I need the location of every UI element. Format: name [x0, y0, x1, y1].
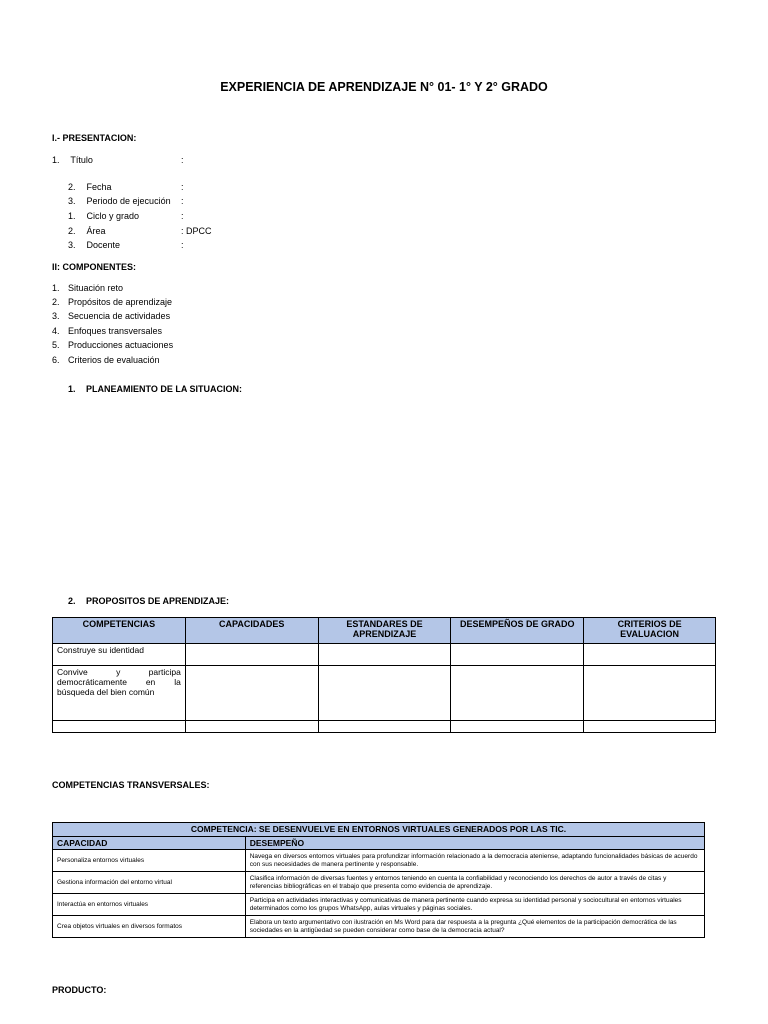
transversales-heading: COMPETENCIAS TRANSVERSALES:: [52, 780, 210, 790]
componentes-item: [52, 297, 172, 307]
item-label: Título: [70, 155, 93, 165]
presentacion-item-ciclo: [68, 211, 139, 221]
item-label: Fecha: [86, 182, 112, 192]
item-number: 6.: [52, 355, 60, 365]
table-cell: [318, 721, 451, 733]
table-row: [53, 666, 716, 721]
item-label: Área: [86, 226, 106, 236]
propositos-heading: [68, 596, 229, 606]
item-label: Docente: [86, 240, 121, 250]
item-value: :: [181, 240, 184, 250]
item-label: Criterios de evaluación: [68, 355, 160, 365]
table-row: [53, 850, 705, 872]
table-header-row: [53, 836, 705, 850]
column-header: CAPACIDAD: [53, 836, 246, 850]
item-label: Periodo de ejecución: [86, 196, 171, 206]
item-number: 3.: [52, 311, 60, 321]
table-cell: [318, 644, 451, 666]
table-cell: Convive y participa democráticamente en la búsqueda del bien común: [53, 666, 186, 721]
capacidad-cell: Gestiona información del entorno virtual: [53, 872, 246, 894]
item-number: 3.: [68, 240, 76, 250]
presentacion-item-titulo: [52, 155, 93, 165]
componentes-heading: II: COMPONENTES:: [52, 262, 137, 272]
table-cell: [451, 721, 584, 733]
table-cell: [584, 666, 716, 721]
planeamiento-heading: [68, 384, 242, 394]
column-header: CRITERIOS DE EVALUACION: [584, 618, 716, 644]
column-header: DESEMPEÑO: [245, 836, 704, 850]
componentes-item: [52, 311, 170, 321]
desempeno-cell: Elabora un texto argumentativo con ilustración en Ms Word para dar respuesta a la pregunta ¿Qué elementos de la participación democrática de las sociedades en la antigüedad se pueden considerar como base de la democracia actual?: [245, 916, 704, 938]
section-label: PROPOSITOS DE APRENDIZAJE:: [86, 596, 230, 606]
table-title: COMPETENCIA: SE DESENVUELVE EN ENTORNOS VIRTUALES GENERADOS POR LAS TIC.: [53, 823, 705, 837]
table-row: [53, 872, 705, 894]
item-number: 1.: [68, 211, 76, 221]
presentacion-item-fecha: [68, 182, 112, 192]
desempeno-cell: Clasifica información de diversas fuentes y entornos teniendo en cuenta la confiabilidad y reconociendo los derechos de autor a través de citas y referencias bibliográficas en el trabajo que presenta como evidencia de aprendizaje.: [245, 872, 704, 894]
table-cell: [53, 721, 186, 733]
document-title: EXPERIENCIA DE APRENDIZAJE N° 01- 1° Y 2° GRADO: [220, 80, 548, 94]
capacidad-cell: Personaliza entornos virtuales: [53, 850, 246, 872]
table-row: [53, 916, 705, 938]
item-number: 1.: [52, 155, 60, 165]
table-title-row: [53, 823, 705, 837]
presentacion-item-docente: [68, 240, 120, 250]
table-cell: Construye su identidad: [53, 644, 186, 666]
presentacion-item-area: [68, 226, 106, 236]
presentacion-item-periodo: [68, 196, 171, 206]
componentes-item: [52, 326, 162, 336]
item-number: 5.: [52, 340, 60, 350]
table-cell: [185, 721, 318, 733]
table-cell: [185, 666, 318, 721]
presentacion-heading: I.- PRESENTACION:: [52, 133, 137, 143]
table-cell: [584, 721, 716, 733]
item-value: :: [181, 196, 184, 206]
section-number: 2.: [68, 596, 76, 606]
desempeno-cell: Navega en diversos entornos virtuales para profundizar información relacionado a la democracia ateniense, adaptando funcionalidades básicas de acuerdo con sus necesidades de manera pertinente y responsable.: [245, 850, 704, 872]
column-header: DESEMPEÑOS DE GRADO: [451, 618, 584, 644]
column-header: COMPETENCIAS: [53, 618, 186, 644]
item-value: :: [181, 182, 184, 192]
table-row: [53, 721, 716, 733]
table-cell: [451, 666, 584, 721]
table-cell: [185, 644, 318, 666]
column-header: CAPACIDADES: [185, 618, 318, 644]
desempeno-cell: Participa en actividades interactivas y comunicativas de manera pertinente cuando expresa su identidad personal y sociocultural en entornos virtuales determinados como los grupos WhatsApp, aulas virtuales y páginas sociales.: [245, 894, 704, 916]
item-label: Ciclo y grado: [86, 211, 140, 221]
table-row: [53, 894, 705, 916]
item-label: Situación reto: [68, 283, 124, 293]
componentes-item: [52, 340, 173, 350]
componentes-item: [52, 355, 160, 365]
producto-heading: PRODUCTO:: [52, 985, 107, 995]
item-label: Enfoques transversales: [68, 326, 163, 336]
table-cell: [451, 644, 584, 666]
section-number: 1.: [68, 384, 76, 394]
componentes-item: [52, 283, 123, 293]
propositos-table: [52, 617, 716, 733]
capacidad-cell: Crea objetos virtuales en diversos formatos: [53, 916, 246, 938]
item-number: 3.: [68, 196, 76, 206]
item-label: Propósitos de aprendizaje: [68, 297, 173, 307]
table-header-row: [53, 618, 716, 644]
table-row: [53, 644, 716, 666]
item-label: Producciones actuaciones: [68, 340, 174, 350]
item-number: 2.: [68, 182, 76, 192]
item-number: 2.: [68, 226, 76, 236]
table-cell: [318, 666, 451, 721]
table-cell: [584, 644, 716, 666]
item-value: :: [181, 155, 184, 165]
item-number: 2.: [52, 297, 60, 307]
capacidad-cell: Interactúa en entornos virtuales: [53, 894, 246, 916]
column-header: ESTANDARES DE APRENDIZAJE: [318, 618, 451, 644]
item-number: 4.: [52, 326, 60, 336]
item-number: 1.: [52, 283, 60, 293]
item-label: Secuencia de actividades: [68, 311, 171, 321]
transversales-table: [52, 822, 705, 938]
item-value: : DPCC: [181, 226, 212, 236]
section-label: PLANEAMIENTO DE LA SITUACION:: [86, 384, 243, 394]
item-value: :: [181, 211, 184, 221]
